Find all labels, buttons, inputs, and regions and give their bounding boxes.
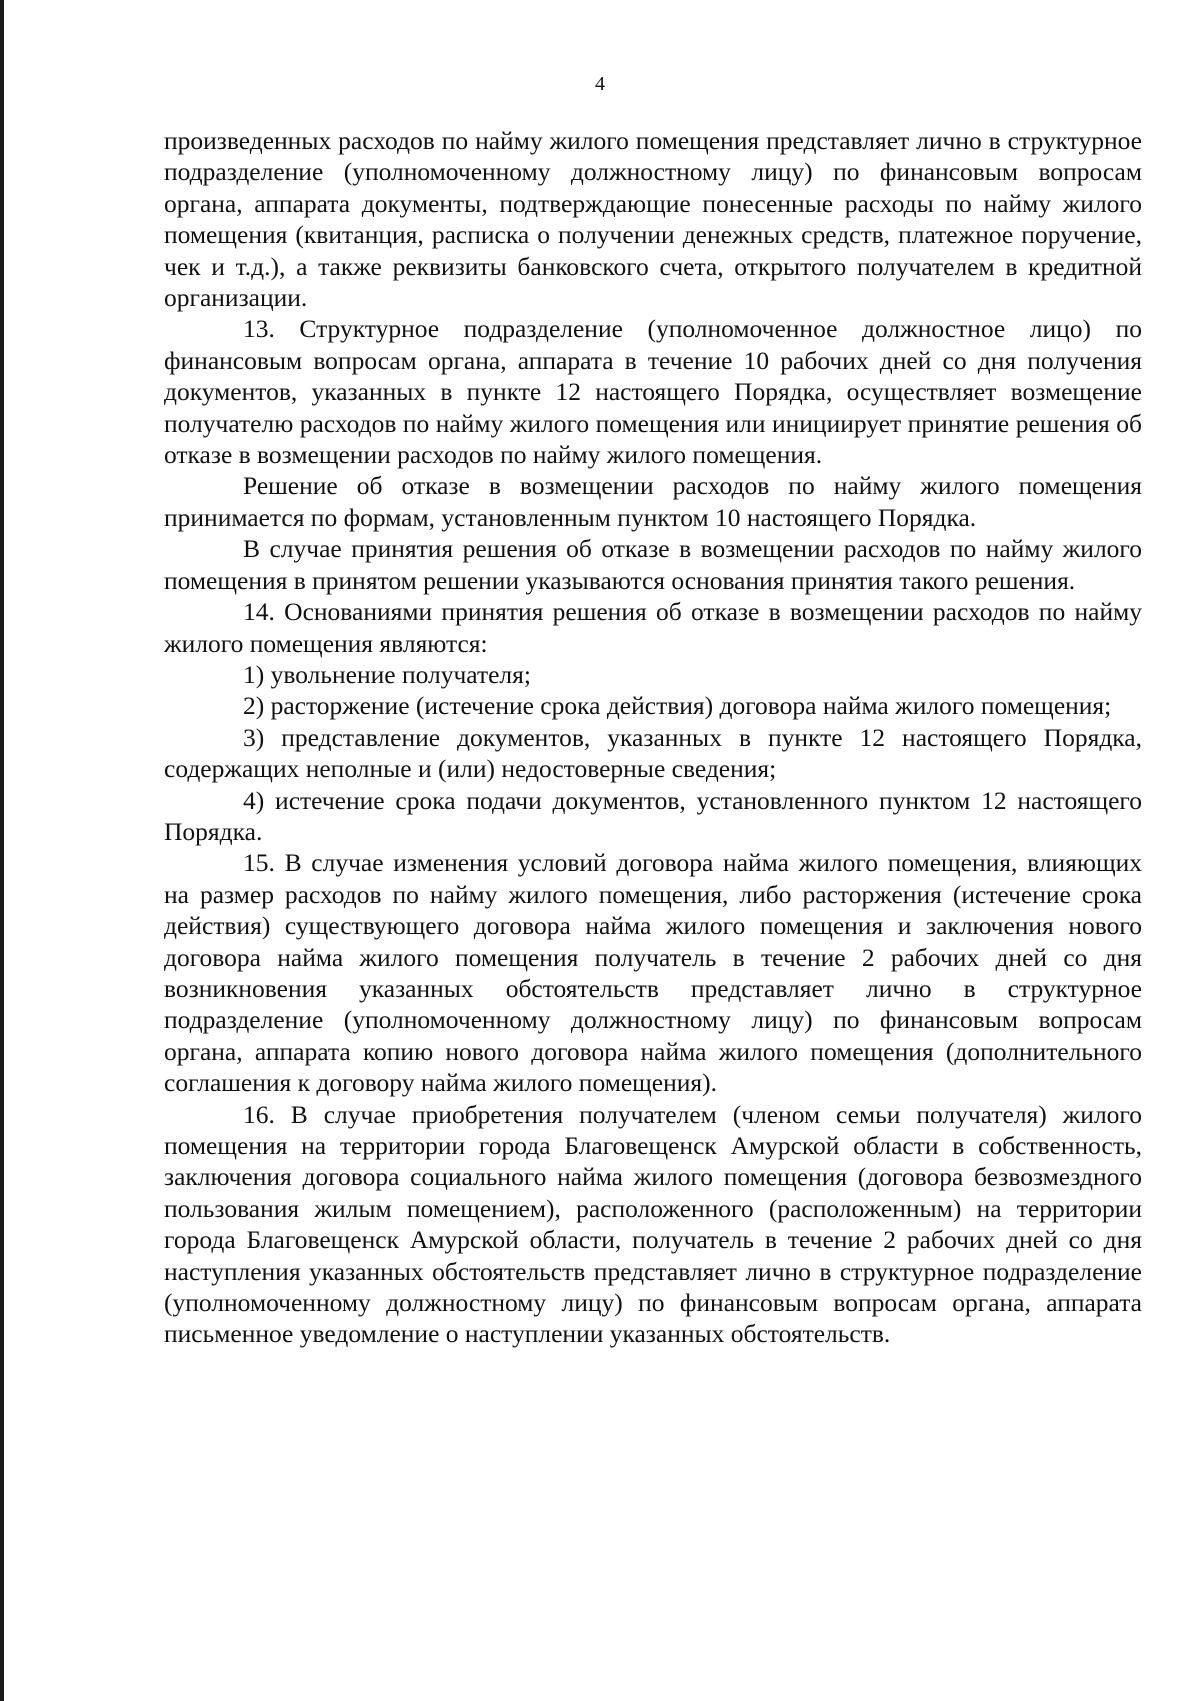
paragraph-item-14: 14. Основаниями принятия решения об отказе в возмещении расходов по найму жилого помещения являются: [164, 597, 1142, 658]
list-item-4: 4) истечение срока подачи документов, установленного пунктом 12 настоящего Порядка. [164, 785, 1142, 846]
paragraph-refusal-decision: Решение об отказе в возмещении расходов по найму жилого помещения принимается по формам, установленным пунктом 10 настоящего Порядка. [164, 471, 1142, 532]
document-body [164, 125, 1142, 1350]
paragraph-item-16: 16. В случае приобретения получателем (членом семьи получателя) жилого помещения на территории города Благовещенск Амурской области в собственность, заключения договора социального найма жилого помещения (договора безвозмездного пользования жилым помещением), расположенного (расположенным) на территории города Благовещенск Амурской области, получатель в течение 2 рабочих дней со дня наступления указанных обстоятельств представляет лично в структурное подразделение (уполномоченному должностному лицу) по финансовым вопросам органа, аппарата письменное уведомление о наступлении указанных обстоятельств. [164, 1099, 1142, 1349]
page-number: 4 [595, 73, 605, 95]
paragraph-item-15: 15. В случае изменения условий договора найма жилого помещения, влияющих на размер расходов по найму жилого помещения, либо расторжения (истечение срока действия) существующего договора найма жилого помещения и заключения нового договора найма жилого помещения получатель в течение 2 рабочих дней со дня возникновения указанных обстоятельств представляет лично в структурное подразделение (уполномоченному должностному лицу) по финансовым вопросам органа, аппарата копию нового договора найма жилого помещения (дополнительного соглашения к договору найма жилого помещения). [164, 848, 1142, 1098]
list-item-1: 1) увольнение получателя; [243, 659, 531, 689]
scan-edge [0, 0, 4, 1701]
paragraph-refusal-grounds-stated: В случае принятия решения об отказе в возмещении расходов по найму жилого помещения в принятом решении указываются основания принятия такого решения. [164, 534, 1142, 595]
list-item-2: 2) расторжение (истечение срока действия) договора найма жилого помещения; [243, 691, 1112, 721]
list-item-3: 3) представление документов, указанных в пункте 12 настоящего Порядка, содержащих неполные и (или) недостоверные сведения; [164, 722, 1142, 784]
paragraph-item-13: 13. Структурное подразделение (уполномоченное должностное лицо) по финансовым вопросам органа, аппарата в течение 10 рабочих дней со дня получения документов, указанных в пункте 12 настоящего Порядка, осуществляет возмещение получателю расходов по найму жилого помещения или инициирует принятие решения об отказе в возмещении расходов по найму жилого помещения. [164, 314, 1142, 470]
paragraph-continuation: произведенных расходов по найму жилого помещения представляет лично в структурное подразделение (уполномоченному должностному лицу) по финансовым вопросам органа, аппарата документы, подтверждающие понесенные расходы по найму жилого помещения (квитанция, расписка о получении денежных средств, платежное поручение, чек и т.д.), а также реквизиты банковского счета, открытого получателем в кредитной организации. [164, 126, 1142, 313]
